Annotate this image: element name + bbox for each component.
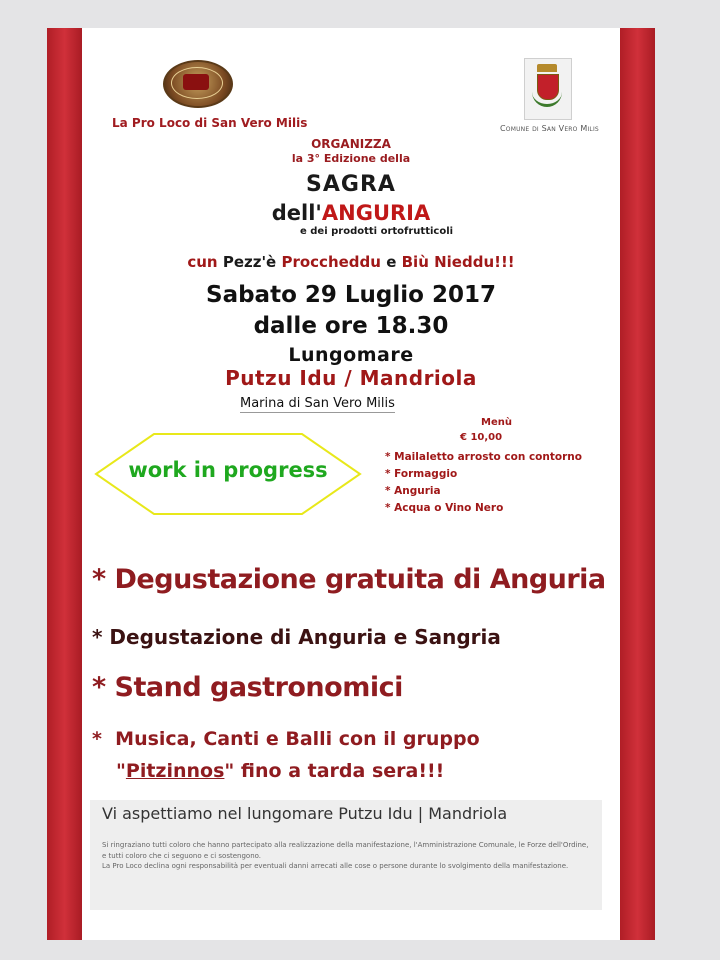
highlight-pitzinnos [116, 760, 444, 782]
pitzinnos-quote-open: " [116, 760, 126, 782]
menu-title: Menù [481, 417, 512, 428]
pitzinnos-name: Pitzinnos [125, 760, 225, 782]
footer-notes [102, 840, 592, 872]
edizione-text: la 3° Edizione della [291, 152, 411, 165]
poster-border-right [620, 28, 655, 940]
menu-price: € 10,00 [460, 432, 503, 443]
highlight-stand: * Stand gastronomici [92, 672, 403, 703]
event-place-lungomare: Lungomare [288, 344, 414, 366]
menu-item: * Mailaletto arrosto con contorno [385, 451, 582, 463]
tagline-pezz: Pezz'è [222, 253, 277, 271]
sagra-title: SAGRA [306, 172, 396, 197]
tagline-e: e [386, 253, 397, 271]
organizza-text: ORGANIZZA [311, 137, 391, 151]
event-place-marina: Marina di San Vero Milis [240, 396, 395, 411]
highlight-musica: * Musica, Canti e Balli con il gruppo [92, 728, 480, 750]
highlight-degustazione-sangria: * Degustazione di Anguria e Sangria [92, 625, 501, 649]
poster-border-left [47, 28, 82, 940]
pro-loco-name: La Pro Loco di San Vero Milis [112, 116, 308, 130]
dell-text: dell' [271, 201, 322, 225]
anguria-text: ANGURIA [321, 201, 431, 225]
highlight-degustazione-gratuita: * Degustazione gratuita di Anguria [92, 564, 606, 595]
footer-thanks: Si ringraziano tutti coloro che hanno partecipato alla realizzazione della manifestazione, l'Amministrazione Comunale, le Forze dell'Ordine, e tutti coloro che ci seguono e ci sostengono. [102, 841, 589, 860]
event-time: dalle ore 18.30 [253, 313, 449, 339]
event-place-putzu: Putzu Idu / Mandriola [225, 366, 477, 390]
prodotti-subtitle: e dei prodotti ortofrutticoli [300, 226, 454, 237]
footer-disclaimer: La Pro Loco declina ogni responsabilità per eventuali danni arrecati alle cose o persone durante lo svolgimento della manifestazione. [102, 862, 569, 870]
tagline [82, 253, 620, 271]
comune-crest-icon [524, 58, 570, 118]
tagline-proccheddu: Proccheddu [281, 253, 381, 271]
tagline-biu: Biù Nieddu!!! [401, 253, 515, 271]
footer-headline: Vi aspettiamo nel lungomare Putzu Idu | Mandriola [102, 804, 508, 823]
pro-loco-logo-icon [163, 60, 233, 108]
menu-list [385, 449, 582, 517]
event-date: Sabato 29 Luglio 2017 [206, 282, 496, 308]
anguria-title [82, 201, 620, 225]
work-in-progress-badge [90, 432, 366, 516]
menu-item: * Formaggio [385, 468, 458, 480]
comune-label: Comune di San Vero Milis [500, 124, 599, 133]
menu-item: * Acqua o Vino Nero [385, 502, 504, 514]
pitzinnos-tail: " fino a tarda sera!!! [224, 760, 445, 782]
menu-item: * Anguria [385, 485, 441, 497]
tagline-cun: cun [187, 253, 218, 271]
work-in-progress-label: work in progress [128, 458, 328, 482]
